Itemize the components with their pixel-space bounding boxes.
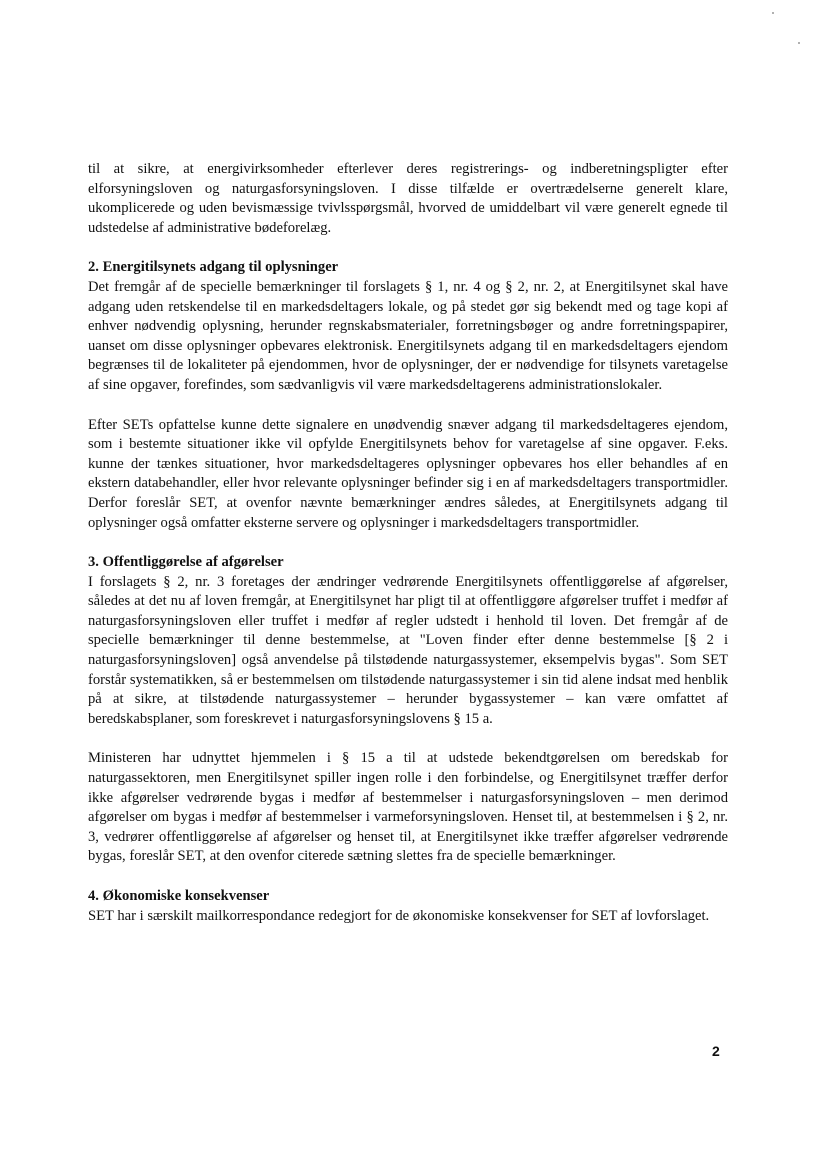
section-paragraph: Efter SETs opfattelse kunne dette signalere en unødvendig snæver adgang til markedsdeltageres ejendom, som i bestemte situationer ikke vil opfylde Energitilsynets behov for varetagelse af sine opgaver. F.eks. kunne der tænkes situationer, hvor markedsdeltageres oplysninger opbevares hos eller behandles af en ekstern databehandler, eller hvor relevante oplysninger befinder sig i en af markedsdeltagers transportmidler. Derfor foreslår SET, at ovenfor nævnte bemærkninger ændres således, at Energitilsynets adgang til oplysninger også omfatter eksterne servere og oplysninger i markedsdeltagers transportmidler. xyxy=(88,416,728,531)
scan-speck xyxy=(798,42,800,44)
section-publication-decisions xyxy=(88,553,728,867)
intro-paragraph: til at sikre, at energivirksomheder efterlever deres registrerings- og indberetningspligter efter elforsyningsloven og naturgasforsyningsloven. I disse tilfælde er overtrædelserne generelt klare, ukomplicerede og uden bevismæssige tvivlsspørgsmål, hvorved de umiddelbart vil være generelt egnede til udstedelse af administrative bødeforelæg. xyxy=(88,161,728,236)
section-paragraph: SET har i særskilt mailkorrespondance redegjort for de økonomiske konsekvenser for SET af lovforslaget. xyxy=(88,907,710,924)
document-body xyxy=(88,160,728,926)
scan-speck xyxy=(772,12,774,14)
page-number: 2 xyxy=(712,1043,720,1059)
section-heading: 2. Energitilsynets adgang til oplysninger xyxy=(88,259,339,276)
section-heading: 3. Offentliggørelse af afgørelser xyxy=(88,554,284,571)
section-paragraph: I forslagets § 2, nr. 3 foretages der ændringer vedrørende Energitilsynets offentliggørelse af afgørelser, således at det nu af loven fremgår, at Energitilsynet har pligt til at offentliggøre afgørelser truffet i medfør af naturgasforsyningsloven eller truffet i medfør af regler udstedt i henhold til loven. Det fremgår af de specielle bemærkninger til denne bestemmelse, at "Loven finder efter denne bestemmelse [§ 2 i naturgasforsyningsloven] også anvendelse på tilstødende naturgassystemer, eksempelvis bygas". Som SET forstår systematikken, så er bestemmelsen om tilstødende naturgassystemer i sin tid alene indsat med henblik på at sikre, at tilstødende naturgassystemer – herunder bygassystemer – kan være omfattet af beredskabsplaner, som foreskrevet i naturgasforsyningslovens § 15 a. xyxy=(88,573,728,727)
section-paragraph: Ministeren har udnyttet hjemmelen i § 15 a til at udstede bekendtgørelsen om beredskab for naturgassektoren, men Energitilsynet spiller ingen rolle i den forbindelse, og Energitilsynet træffer derfor ikke afgørelser vedrørende bygas i medfør af bestemmelser i naturgasforsyningsloven – men derimod afgørelser om bygas i medfør af bestemmelser i varmeforsyningsloven. Henset til, at bestemmelsen i § 2, nr. 3, vedrører offentliggørelse af afgørelser og henset til, at Energitilsynet ikke træffer afgørelser vedrørende bygas, foreslår SET, at den ovenfor citerede sætning slettes fra de specielle bemærkninger. xyxy=(88,750,728,865)
section-information-access xyxy=(88,258,728,533)
section-paragraph: Det fremgår af de specielle bemærkninger til forslagets § 1, nr. 4 og § 2, nr. 2, at Energitilsynet skal have adgang uden retskendelse til en markedsdeltagers lokale, og på stedet gør sig bekendt med og tage kopi af enhver nødvendig oplysning, herunder regnskabsmaterialer, forretningsbøger og andre forretningspapirer, uanset om disse oplysninger opbevares elektronisk. Energitilsynets adgang til en markedsdeltagers ejendom begrænses til de lokaliteter på ejendommen, hvor de oplysninger, der er nødvendige for tilsynets varetagelse af sine opgaver, forefindes, som sædvanligvis vil være markedsdeltagerens administrationslokaler. xyxy=(88,278,728,393)
section-heading: 4. Økonomiske konsekvenser xyxy=(88,888,270,904)
section-economic-consequences xyxy=(88,887,728,926)
